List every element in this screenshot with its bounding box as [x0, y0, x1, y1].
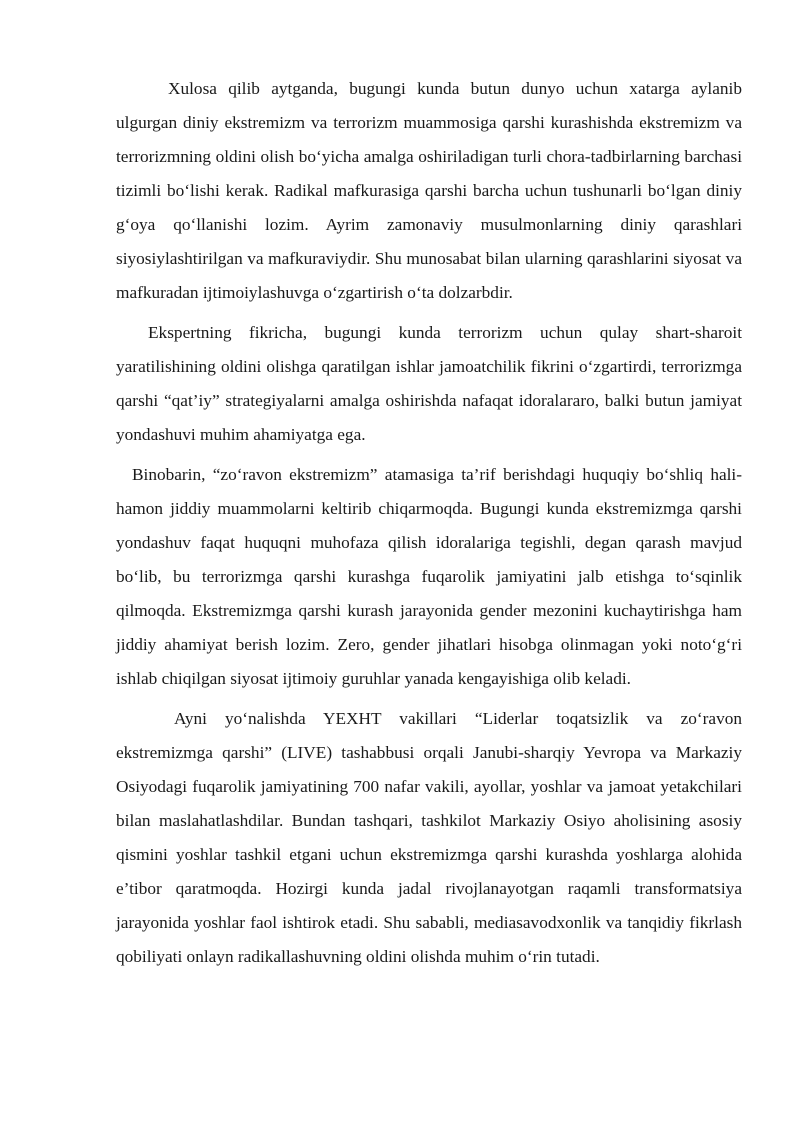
- paragraph-conclusion: Xulosa qilib aytganda, bugungi kunda butun dunyo uchun xatarga aylanib ulgurgan diniy ekstremizm va terrorizm muammosiga qarshi kurashishda ekstremizm va terrorizmning oldini olish bo‘yicha amalga oshiriladigan turli chora-tadbirlarning barchasi tizimli bo‘lishi kerak. Radikal mafkurasiga qarshi barcha uchun tushunarli bo‘lgan diniy g‘oya qo‘llanishi lozim. Ayrim zamonaviy musulmonlarning diniy qarashlari siyosiylashtirilgan va mafkuraviydir. Shu munosabat bilan ularning qarashlarini siyosat va mafkuradan ijtimoiylashuvga o‘zgartirish o‘ta dolzarbdir.: [116, 79, 742, 302]
- paragraph-legal-gap: Binobarin, “zo‘ravon ekstremizm” atamasiga ta’rif berishdagi huquqiy bo‘shliq hali-hamon jiddiy muammolarni keltirib chiqarmoqda. Bugungi kunda ekstremizmga qarshi yondashuv faqat huquqni muhofaza qilish idoralariga tegishli, degan qarash mavjud bo‘lib, bu terrorizmga qarshi kurashga fuqarolik jamiyatini jalb etishga to‘sqinlik qilmoqda. Ekstremizmga qarshi kurash jarayonida gender mezonini kuchaytirishga ham jiddiy ahamiyat berish lozim. Zero, gender jihatlari hisobga olinmagan yoki noto‘g‘ri ishlab chiqilgan siyosat ijtimoiy guruhlar yanada kengayishiga olib keladi.: [116, 465, 742, 688]
- paragraph-osce-initiative: Ayni yo‘nalishda YEXHT vakillari “Liderlar toqatsizlik va zo‘ravon ekstremizmga qarshi” (LIVE) tashabbusi orqali Janubi-sharqiy Yevropa va Markaziy Osiyodagi fuqarolik jamiyatining 700 nafar vakili, ayollar, yoshlar va jamoat yetakchilari bilan maslahatlashdilar. Bundan tashqari, tashkilot Markaziy Osiyo aholisining asosiy qismini yoshlar tashkil etgani uchun ekstremizmga qarshi kurashda yoshlarga alohida e’tibor qaratmoqda. Hozirgi kunda jadal rivojlanayotgan raqamli transformatsiya jarayonida yoshlar faol ishtirok etadi. Shu sababli, mediasavodxonlik va tanqidiy fikrlash qobiliyati onlayn radikallashuvning oldini olishda muhim o‘rin tutadi.: [116, 709, 742, 966]
- paragraph-expert-opinion: Ekspertning fikricha, bugungi kunda terrorizm uchun qulay shart-sharoit yaratilishining oldini olishga qaratilgan ishlar jamoatchilik fikrini o‘zgartirdi, terrorizmga qarshi “qat’iy” strategiyalarni amalga oshirishda nafaqat idoralararo, balki butun jamiyat yondashuvi muhim ahamiyatga ega.: [116, 323, 742, 444]
- document-body: [116, 72, 742, 974]
